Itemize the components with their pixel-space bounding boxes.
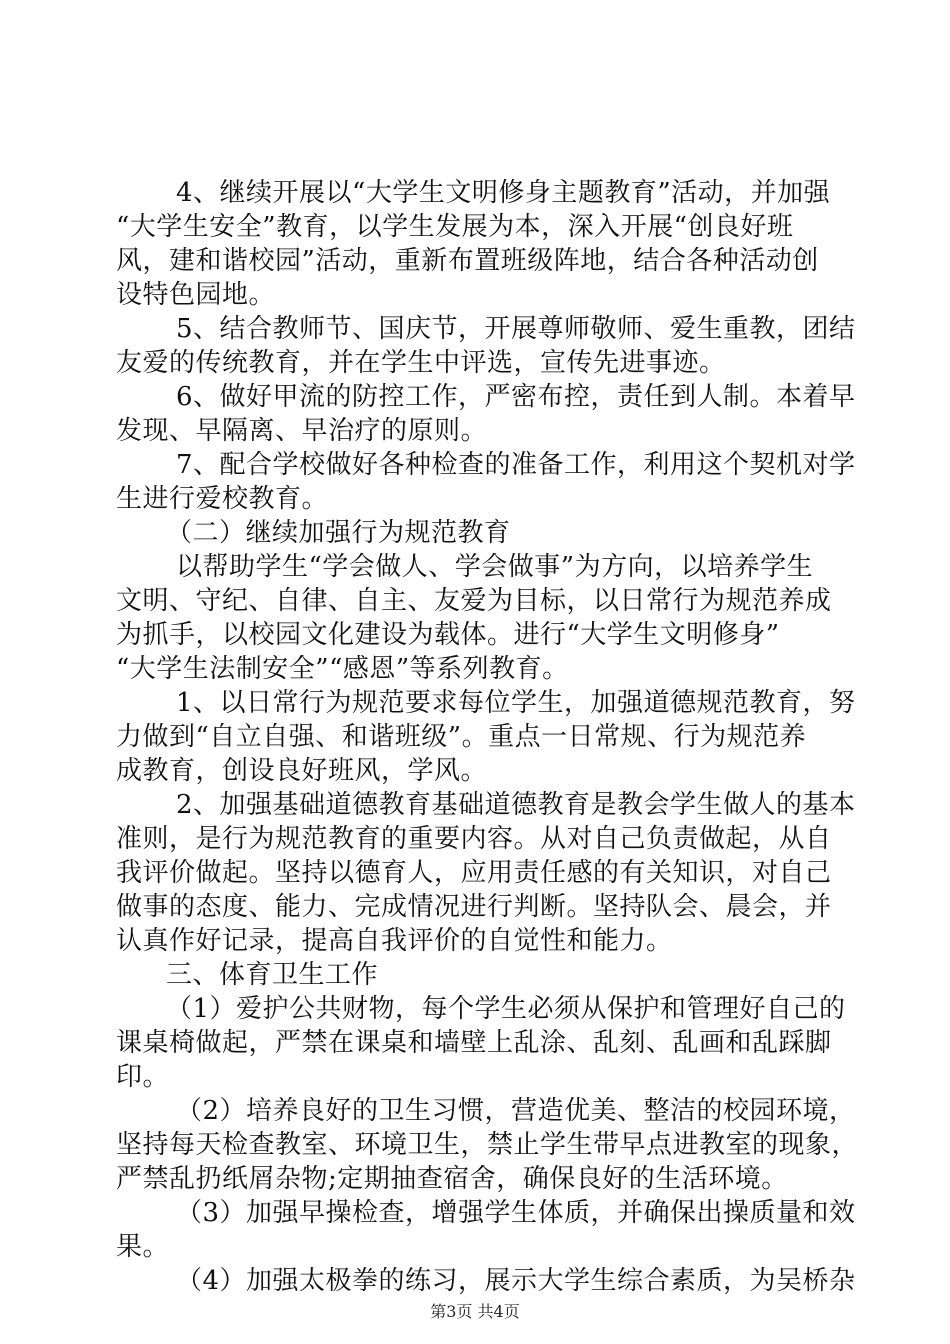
section-heading: 三、体育卫生工作 [166,960,379,990]
page-number-footer: 第3页 共4页 [430,1302,520,1321]
text-line: 设特色园地。 [116,280,276,310]
text-line: 4、继续开展以“大学生文明修身主题教育”活动，并加强 [176,178,831,208]
text-line: 7、配合学校做好各种检查的准备工作，利用这个契机对学 [176,450,856,480]
text-line: 力做到“自立自强、和谐班级”。重点一日常规、行为规范养 [116,722,807,752]
text-line: 生进行爱校教育。 [116,484,329,514]
text-line: 印。 [116,1062,170,1092]
text-line: 友爱的传统教育，并在学生中评选，宣传先进事迹。 [116,348,726,378]
text-line: 为抓手，以校园文化建设为载体。进行“大学生文明修身” [116,620,780,650]
text-line: 发现、早隔离、早治疗的原则。 [116,416,488,446]
text-line: （3）加强早操检查，增强学生体质，并确保出操质量和效 [176,1198,856,1228]
text-line: 风，建和谐校园”活动，重新布置班级阵地，结合各种活动创 [116,246,819,276]
text-line: （4）加强太极拳的练习，展示大学生综合素质，为吴桥杂 [176,1266,856,1296]
text-line: 课桌椅做起，严禁在课桌和墙壁上乱涂、乱刻、乱画和乱踩脚 [116,1028,832,1058]
text-line: （2）培养良好的卫生习惯，营造优美、整洁的校园环境， [176,1096,856,1126]
text-line: 5、结合教师节、国庆节，开展尊师敬师、爱生重教，团结 [176,314,856,344]
text-line: 做事的态度、能力、完成情况进行判断。坚持队会、晨会，并 [116,892,832,922]
text-line: 准则，是行为规范教育的重要内容。从对自己负责做起，从自 [116,824,832,854]
text-line: 2、加强基础道德教育基础道德教育是教会学生做人的基本 [176,790,856,820]
section-heading: （二）继续加强行为规范教育 [166,518,511,548]
text-line: 认真作好记录，提高自我评价的自觉性和能力。 [116,926,673,956]
text-line: “大学生法制安全”“感恩”等系列教育。 [116,654,569,684]
text-line: 6、做好甲流的防控工作，严密布控，责任到人制。本着早 [176,382,856,412]
text-line: （1）爱护公共财物，每个学生必须从保护和管理好自己的 [166,994,846,1024]
text-line: “大学生安全”教育，以学生发展为本，深入开展“创良好班 [116,212,794,242]
text-line: 我评价做起。坚持以德育人，应用责任感的有关知识，对自己 [116,858,832,888]
text-line: 果。 [116,1232,170,1262]
text-line: 成教育，创设良好班风，学风。 [116,756,488,786]
text-line: 严禁乱扔纸屑杂物;定期抽查宿舍，确保良好的生活环境。 [116,1164,788,1194]
text-line: 以帮助学生“学会做人、学会做事”为方向，以培养学生 [176,552,814,582]
text-line: 文明、守纪、自律、自主、友爱为目标，以日常行为规范养成 [116,586,832,616]
text-line: 坚持每天检查教室、环境卫生，禁止学生带早点进教室的现象， [116,1130,859,1160]
text-line: 1、以日常行为规范要求每位学生，加强道德规范教育，努 [176,688,856,718]
